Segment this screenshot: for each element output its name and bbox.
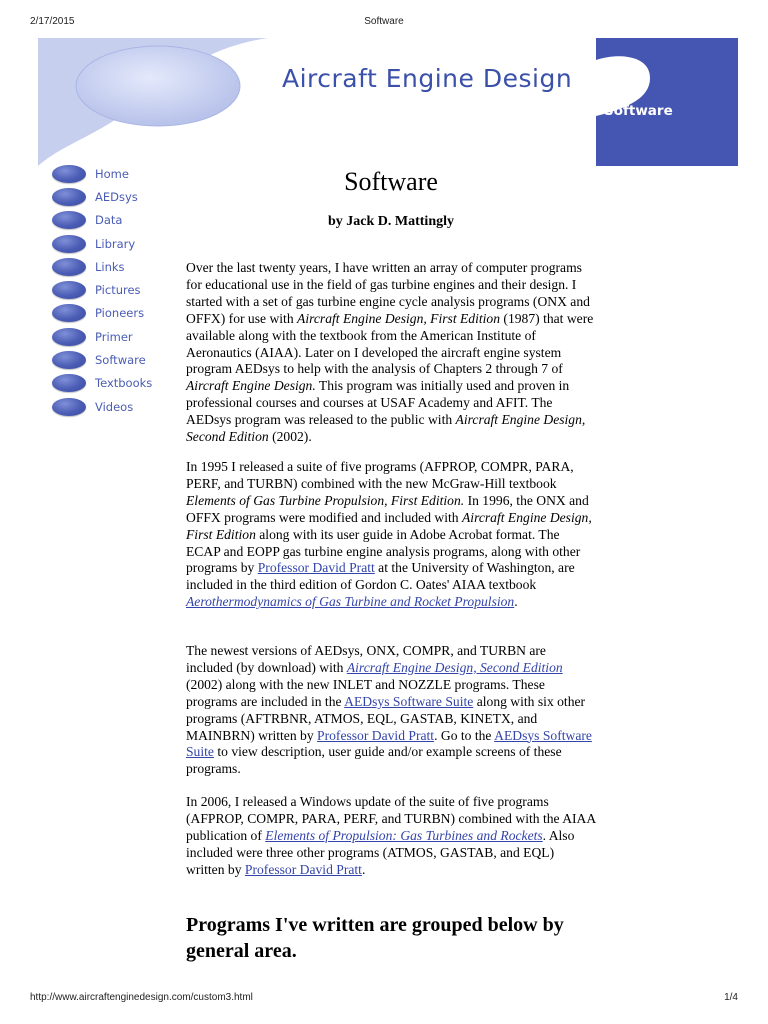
nav-oval-icon bbox=[52, 304, 86, 322]
paragraph-2006 bbox=[186, 794, 596, 879]
print-url: http://www.aircraftenginedesign.com/custom3.html bbox=[30, 992, 253, 1003]
book-title: Aircraft Engine Design, Second Edition bbox=[186, 412, 586, 445]
paragraph-1995 bbox=[186, 459, 596, 611]
nav-item-software[interactable] bbox=[52, 348, 172, 371]
side-nav bbox=[52, 162, 172, 418]
link-professor-david-pratt[interactable]: Professor David Pratt bbox=[317, 727, 435, 743]
nav-oval-icon bbox=[52, 374, 86, 392]
text-run: (1987) that were available along with the textbook from the American Institute of Aeronautics (AIAA). Later on I developed the aircraft engine system program AEDsys to help with the analysis of Chapters 2 through 7 of bbox=[186, 310, 594, 377]
nav-oval-icon bbox=[52, 235, 86, 253]
nav-oval-icon bbox=[52, 398, 86, 416]
text-run: (2002) along with the new INLET and NOZZLE programs. These programs are included in the bbox=[186, 676, 545, 709]
print-date: 2/17/2015 bbox=[30, 16, 75, 27]
link-professor-david-pratt[interactable]: Professor David Pratt bbox=[257, 560, 375, 576]
nav-oval-icon bbox=[52, 281, 86, 299]
print-page-number: 1/4 bbox=[724, 992, 738, 1003]
text-run: In 2006, I released a Windows update of the suite of five programs (AFPROP, COMPR, PARA, PERF, and TURBN) combined with the AIAA publication of bbox=[186, 794, 596, 843]
nav-item-textbooks[interactable] bbox=[52, 372, 172, 395]
section-heading: Programs I've written are grouped below by general area. bbox=[186, 914, 564, 962]
nav-label: Software bbox=[95, 353, 146, 368]
text-run: . bbox=[361, 861, 366, 877]
text-run: at the University of Washington, are included in the third edition of Gordon C. Oates' AIAA textbook bbox=[186, 560, 575, 593]
text-run: This program was initially used and proven in professional courses and courses at USAF Academy and AFIT. The AEDsys program was released to the public with bbox=[186, 378, 570, 428]
link-aircraft-engine-design-2nd[interactable] bbox=[347, 660, 563, 675]
book-title: Aircraft Engine Design, First Edition bbox=[186, 509, 592, 542]
nav-item-data[interactable] bbox=[52, 209, 172, 232]
banner-graphic bbox=[38, 38, 738, 166]
nav-label: Home bbox=[95, 166, 129, 181]
section-badge: Software bbox=[604, 103, 673, 119]
link-text: Elements of Propulsion: Gas Turbines and Rockets bbox=[265, 827, 543, 843]
text-run: along with its user guide in Adobe Acrobat format. The ECAP and EOPP gas turbine engine analysis programs, along with other programs by bbox=[186, 526, 581, 576]
page-title: Software bbox=[344, 167, 438, 196]
site-title: Aircraft Engine Design bbox=[282, 64, 573, 93]
link-elements-of-propulsion[interactable] bbox=[265, 828, 542, 843]
site-banner bbox=[38, 38, 738, 166]
nav-oval-icon bbox=[52, 211, 86, 229]
nav-label: Pioneers bbox=[95, 306, 145, 321]
nav-label: Data bbox=[95, 213, 123, 228]
nav-label: AEDsys bbox=[95, 189, 138, 204]
nav-item-links[interactable] bbox=[52, 255, 172, 278]
link-professor-david-pratt[interactable]: Professor David Pratt bbox=[244, 861, 362, 877]
text-run: In 1995 I released a suite of five programs (AFPROP, COMPR, PARA, PERF, and TURBN) combined with the new McGraw-Hill textbook bbox=[186, 459, 574, 491]
link-aedsys-software-suite[interactable]: AEDsys Software Suite bbox=[186, 727, 592, 760]
print-title: Software bbox=[364, 16, 404, 27]
nav-oval-icon bbox=[52, 165, 86, 183]
nav-item-pioneers[interactable] bbox=[52, 302, 172, 325]
nav-oval-icon bbox=[52, 351, 86, 369]
nav-label: Pictures bbox=[95, 283, 141, 298]
text-run: . Go to the bbox=[434, 727, 495, 743]
nav-oval-icon bbox=[52, 258, 86, 276]
nav-item-aedsys[interactable] bbox=[52, 185, 172, 208]
paragraph-newest bbox=[186, 643, 596, 778]
book-title: Aircraft Engine Design. bbox=[186, 378, 316, 394]
print-footer bbox=[30, 992, 738, 1006]
nav-oval-icon bbox=[52, 188, 86, 206]
paragraph-intro bbox=[186, 260, 596, 446]
main-content bbox=[186, 160, 596, 962]
text-run: along with six other programs (AFTRBNR, ATMOS, EQL, GASTAB, KINETX, and MAINBRN) written by bbox=[186, 693, 586, 743]
text-run: to view description, user guide and/or example screens of these programs. bbox=[186, 744, 562, 777]
text-run: The newest versions of AEDsys, ONX, COMPR, and TURBN are included (by download) with bbox=[186, 643, 546, 675]
text-run: In 1996, the ONX and OFFX programs were modified and included with bbox=[186, 492, 589, 525]
nav-item-pictures[interactable] bbox=[52, 278, 172, 301]
text-run: . bbox=[514, 594, 518, 610]
nav-item-primer[interactable] bbox=[52, 325, 172, 348]
nav-label: Primer bbox=[95, 329, 133, 344]
nav-label: Videos bbox=[95, 399, 134, 414]
print-header bbox=[30, 16, 738, 30]
link-text: Aerothermodynamics of Gas Turbine and Rocket Propulsion bbox=[186, 594, 515, 610]
book-title: Aircraft Engine Design, First Edition bbox=[297, 310, 501, 326]
nav-label: Textbooks bbox=[95, 376, 153, 391]
text-run: . Also included were three other programs (ATMOS, GASTAB, and EQL) written by bbox=[186, 827, 575, 877]
nav-item-videos[interactable] bbox=[52, 395, 172, 418]
author-byline: by Jack D. Mattingly bbox=[328, 214, 454, 229]
nav-item-library[interactable] bbox=[52, 232, 172, 255]
text-run: (2002). bbox=[268, 429, 312, 445]
book-title: Elements of Gas Turbine Propulsion, First Edition. bbox=[186, 492, 465, 508]
nav-item-home[interactable] bbox=[52, 162, 172, 185]
nav-label: Links bbox=[95, 259, 125, 274]
link-text: Aircraft Engine Design, Second Edition bbox=[346, 659, 563, 675]
text-run: Over the last twenty years, I have written an array of computer programs for educational use in the field of gas turbine engines and their design. I started with a set of gas turbine engine cycle analysis programs (ONX and OFFX) for use with bbox=[186, 260, 590, 326]
nav-oval-icon bbox=[52, 328, 86, 346]
link-aedsys-software-suite[interactable]: AEDsys Software Suite bbox=[344, 693, 474, 709]
nav-label: Library bbox=[95, 236, 136, 251]
link-aerothermodynamics-book[interactable] bbox=[186, 594, 514, 609]
